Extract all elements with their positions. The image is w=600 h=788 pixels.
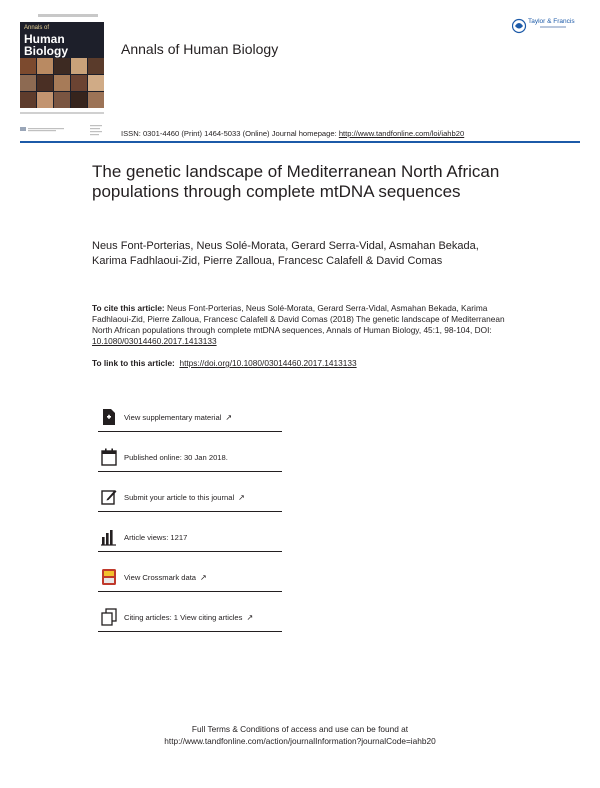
journal-homepage-link[interactable]: http://www.tandfonline.com/loi/iahb20 (338, 129, 465, 138)
citing-icon (101, 608, 117, 626)
cover-photo-strip (20, 92, 104, 108)
external-link-icon: ↗ (225, 413, 233, 422)
journal-name[interactable]: Annals of Human Biology (121, 41, 279, 57)
cite-doi-link[interactable]: 10.1080/03014460.2017.1413133 (92, 336, 217, 346)
submit-icon (101, 488, 117, 506)
journal-cover-image (20, 22, 104, 108)
row-label: Submit your article to this journal (124, 493, 235, 502)
article-authors: Neus Font-Porterias, Neus Solé-Morata, Gerard Serra-Vidal, Asmahan Bekada, Karima Fadhlaoui-Zid, Pierre Zalloua, Francesc Calafell & David Comas (92, 240, 479, 267)
cite-text: Neus Font-Porterias, Neus Solé-Morata, Gerard Serra-Vidal, Asmahan Bekada, Karima Fadhlaoui-Zid, Pierre Zalloua, Francesc Calafell & David Comas (2018) The genetic landscape of Mediterranean North African populations through complete mtDNA sequences, Annals of Human Biology, 45:1, 98-104, DOI: (92, 303, 505, 335)
crossmark-icon (101, 568, 117, 586)
row-supplementary[interactable] (98, 401, 282, 432)
article-doi-link[interactable]: https://doi.org/10.1080/03014460.2017.1413133 (179, 358, 357, 368)
cover-photo-strip (20, 58, 104, 74)
external-link-icon: ↗ (238, 493, 245, 502)
footer-terms-link[interactable]: http://www.tandfonline.com/action/journalInformation?journalCode=iahb20 (164, 736, 436, 746)
cover-small-title: Annals of (24, 25, 50, 31)
row-label: View Crossmark data (124, 573, 197, 582)
row-label: Published online: 30 Jan 2018. (124, 453, 228, 462)
cite-label: To cite this article: (92, 303, 167, 313)
row-crossmark[interactable] (98, 561, 282, 592)
row-label: View supplementary material (124, 413, 222, 422)
cover-corner-mark (90, 124, 102, 138)
bar-chart-icon (101, 528, 117, 546)
external-link-icon: ↗ (246, 613, 254, 622)
row-label: Citing articles: 1 View citing articles (124, 613, 243, 622)
row-published-online (98, 441, 282, 472)
citation-block (92, 303, 512, 347)
link-label: To link to this article: (92, 358, 178, 368)
publisher-logo-text: Taylor & Francis (528, 18, 575, 25)
cover-big-title: Human Biology (24, 32, 68, 58)
cover-caption-line (20, 112, 104, 114)
external-link-icon: ↗ (200, 573, 207, 582)
article-title: The genetic landscape of Mediterranean North African populations through complete mtDNA sequences (92, 162, 500, 201)
footer (0, 723, 600, 747)
publisher-small-logo (20, 125, 66, 133)
cover-top-text-line (38, 14, 98, 17)
calendar-icon (101, 448, 117, 466)
article-link-row (92, 358, 357, 368)
footer-terms-text: Full Terms & Conditions of access and use can be found at (191, 724, 409, 734)
row-article-views (98, 521, 282, 552)
row-submit-article[interactable] (98, 481, 282, 512)
issn-text: ISSN: 0301-4460 (Print) 1464-5033 (Online) Journal homepage: (121, 129, 339, 138)
issn-line (121, 129, 464, 138)
supplementary-icon (101, 408, 117, 426)
row-citing-articles[interactable] (98, 601, 282, 632)
header-divider (20, 141, 580, 143)
publisher-logo-subline (540, 26, 566, 28)
cover-photo-strip (20, 75, 104, 91)
row-label: Article views: 1217 (124, 533, 188, 542)
